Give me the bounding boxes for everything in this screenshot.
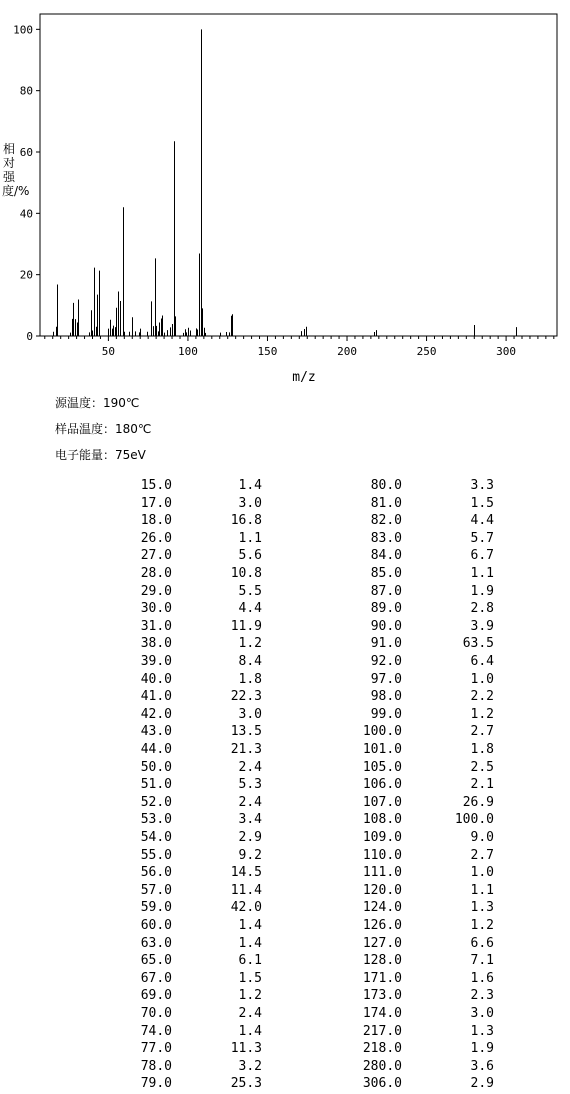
mz-cell: 101.0 — [362, 742, 402, 757]
mz-cell: 92.0 — [370, 654, 402, 669]
table-row — [0, 883, 570, 901]
table-row — [0, 936, 570, 954]
mz-cell: 65.0 — [140, 953, 172, 969]
table-row — [0, 848, 570, 866]
table-row — [0, 971, 570, 989]
condition-value: 190℃ — [103, 396, 140, 410]
mz-cell: 40.0 — [140, 671, 172, 687]
intensity-cell: 2.7 — [470, 847, 494, 863]
table-row — [0, 742, 570, 760]
mz-cell: 126.0 — [362, 918, 402, 933]
table-row — [0, 672, 570, 690]
plot-border — [40, 14, 557, 336]
intensity-cell: 1.3 — [470, 900, 494, 916]
table-row — [0, 496, 570, 514]
mz-cell: 77.0 — [140, 1041, 172, 1057]
mz-cell: 56.0 — [140, 865, 172, 881]
table-row — [0, 760, 570, 778]
intensity-cell: 9.2 — [238, 847, 262, 863]
intensity-cell: 1.8 — [238, 671, 262, 687]
y-tick-label: 0 — [26, 330, 33, 343]
table-row — [0, 601, 570, 619]
intensity-cell: 1.1 — [470, 882, 494, 898]
mz-cell: 217.0 — [362, 1023, 402, 1039]
intensity-cell: 1.5 — [238, 970, 262, 986]
spectrum-peaks — [54, 29, 517, 336]
mz-cell: 105.0 — [362, 759, 402, 775]
mz-cell: 52.0 — [140, 794, 172, 810]
mz-cell: 17.0 — [140, 495, 172, 511]
mz-cell: 218.0 — [362, 1041, 402, 1057]
mz-cell: 109.0 — [362, 830, 402, 845]
mz-cell: 280.0 — [362, 1058, 402, 1074]
condition-label: 样品温度： — [55, 422, 116, 436]
intensity-cell: 2.3 — [470, 988, 494, 1004]
mz-cell: 110.0 — [362, 847, 402, 863]
y-tick-label: 40 — [19, 207, 33, 221]
intensity-cell: 3.0 — [470, 1006, 494, 1021]
mz-cell: 55.0 — [140, 847, 172, 863]
mz-cell: 174.0 — [362, 1006, 402, 1021]
intensity-cell: 4.4 — [470, 513, 494, 529]
mz-cell: 85.0 — [370, 566, 402, 581]
mz-cell: 70.0 — [140, 1006, 172, 1021]
table-row — [0, 1076, 570, 1094]
mz-cell: 106.0 — [362, 777, 402, 793]
intensity-cell: 1.9 — [470, 583, 494, 599]
x-tick-label: 300 — [496, 345, 517, 358]
intensity-cell: 1.8 — [470, 742, 494, 757]
plot-frame — [40, 14, 557, 336]
table-row — [0, 619, 570, 637]
y-tick-label: 80 — [19, 84, 33, 98]
mz-cell: 42.0 — [140, 706, 172, 722]
intensity-cell: 8.4 — [238, 654, 262, 669]
condition-row — [55, 396, 139, 410]
mz-cell: 30.0 — [140, 601, 172, 617]
mz-cell: 53.0 — [140, 812, 172, 828]
intensity-cell: 3.2 — [238, 1058, 262, 1074]
intensity-cell: 6.4 — [470, 654, 494, 669]
intensity-cell: 1.9 — [470, 1041, 494, 1057]
intensity-cell: 1.2 — [470, 918, 494, 933]
mz-cell: 111.0 — [362, 865, 402, 881]
intensity-cell: 1.4 — [238, 918, 262, 933]
intensity-cell: 16.8 — [230, 513, 262, 529]
mz-cell: 98.0 — [370, 689, 402, 705]
intensity-cell: 2.4 — [238, 794, 262, 810]
intensity-cell: 1.0 — [470, 865, 494, 881]
mz-cell: 60.0 — [140, 918, 172, 933]
intensity-cell: 6.7 — [470, 548, 494, 564]
intensity-cell: 3.3 — [470, 478, 494, 493]
mz-cell: 80.0 — [370, 478, 402, 493]
intensity-cell: 1.4 — [238, 478, 262, 493]
y-axis-label: 相对强度/% — [2, 142, 30, 198]
mz-cell: 90.0 — [370, 618, 402, 634]
table-row — [0, 812, 570, 830]
mz-cell: 173.0 — [362, 988, 402, 1004]
table-row — [0, 1024, 570, 1042]
intensity-cell: 11.3 — [230, 1041, 262, 1057]
mz-cell: 39.0 — [140, 654, 172, 669]
mz-cell: 38.0 — [140, 636, 172, 652]
condition-value: 75eV — [115, 448, 146, 462]
mz-cell: 87.0 — [370, 583, 402, 599]
condition-value: 180℃ — [115, 422, 152, 436]
mz-cell: 128.0 — [362, 953, 402, 969]
intensity-cell: 21.3 — [230, 742, 262, 757]
intensity-cell: 3.0 — [238, 706, 262, 722]
mz-cell: 59.0 — [140, 900, 172, 916]
mz-cell: 83.0 — [370, 530, 402, 546]
table-row — [0, 865, 570, 883]
y-tick-label: 60 — [19, 146, 33, 159]
intensity-cell: 2.9 — [238, 830, 262, 845]
mz-cell: 82.0 — [370, 513, 402, 529]
table-row — [0, 548, 570, 566]
intensity-cell: 2.2 — [470, 689, 494, 705]
mz-cell: 28.0 — [140, 566, 172, 581]
mz-cell: 69.0 — [140, 988, 172, 1004]
table-row — [0, 953, 570, 971]
intensity-cell: 1.2 — [238, 988, 262, 1004]
x-axis-ticks — [102, 336, 516, 358]
intensity-cell: 2.4 — [238, 1006, 262, 1021]
mz-cell: 78.0 — [140, 1058, 172, 1074]
intensity-cell: 42.0 — [230, 900, 262, 916]
intensity-cell: 2.5 — [470, 759, 494, 775]
table-row — [0, 1041, 570, 1059]
mz-cell: 99.0 — [370, 706, 402, 722]
table-row — [0, 513, 570, 531]
mz-cell: 91.0 — [370, 636, 402, 652]
mz-cell: 29.0 — [140, 583, 172, 599]
mz-cell: 18.0 — [140, 513, 172, 529]
mz-cell: 63.0 — [140, 935, 172, 951]
table-row — [0, 478, 570, 496]
table-row — [0, 795, 570, 813]
intensity-cell: 10.8 — [230, 566, 262, 581]
table-row — [0, 777, 570, 795]
intensity-cell: 6.1 — [238, 953, 262, 969]
mz-cell: 57.0 — [140, 882, 172, 898]
table-row — [0, 1006, 570, 1024]
table-row — [0, 900, 570, 918]
intensity-cell: 6.6 — [470, 935, 494, 951]
intensity-cell: 1.2 — [470, 706, 494, 722]
mz-cell: 127.0 — [362, 935, 402, 951]
mz-cell: 54.0 — [140, 830, 172, 845]
intensity-cell: 2.8 — [470, 601, 494, 617]
intensity-cell: 5.6 — [238, 548, 262, 564]
condition-row — [55, 448, 146, 462]
intensity-cell: 14.5 — [230, 865, 262, 881]
x-tick-label: 100 — [178, 345, 198, 358]
mz-cell: 67.0 — [140, 970, 172, 986]
intensity-cell: 2.9 — [470, 1076, 494, 1092]
intensity-cell: 1.4 — [238, 935, 262, 951]
table-row — [0, 918, 570, 936]
intensity-cell: 1.4 — [238, 1023, 262, 1039]
table-row — [0, 531, 570, 549]
mz-cell: 89.0 — [370, 601, 402, 617]
intensity-cell: 1.1 — [238, 530, 262, 546]
intensity-cell: 9.0 — [470, 830, 494, 845]
mz-cell: 50.0 — [140, 759, 172, 775]
mz-cell: 108.0 — [362, 812, 402, 828]
table-row — [0, 988, 570, 1006]
table-row — [0, 584, 570, 602]
y-tick-label: 20 — [19, 268, 33, 282]
intensity-cell: 3.9 — [470, 618, 494, 634]
mz-cell: 97.0 — [370, 671, 402, 687]
intensity-cell: 1.3 — [470, 1023, 494, 1039]
intensity-cell: 5.3 — [238, 777, 262, 793]
mz-cell: 43.0 — [140, 724, 172, 740]
x-tick-label: 200 — [337, 345, 357, 358]
x-tick-label: 250 — [416, 345, 437, 358]
intensity-cell: 11.9 — [230, 618, 262, 634]
mass-spectrum-chart — [0, 0, 570, 385]
intensity-cell: 5.5 — [238, 583, 262, 599]
mz-cell: 51.0 — [140, 777, 172, 793]
table-row — [0, 707, 570, 725]
intensity-cell: 2.1 — [470, 777, 494, 793]
table-row — [0, 566, 570, 584]
mz-cell: 81.0 — [370, 495, 402, 511]
x-tick-label: 50 — [101, 345, 116, 358]
intensity-cell: 1.5 — [470, 495, 494, 511]
condition-label: 源温度： — [55, 396, 104, 410]
intensity-cell: 25.3 — [230, 1076, 262, 1092]
mz-cell: 120.0 — [362, 882, 402, 898]
intensity-cell: 1.0 — [470, 671, 494, 687]
table-row — [0, 830, 570, 848]
intensity-cell: 26.9 — [462, 794, 494, 810]
mz-cell: 306.0 — [362, 1076, 402, 1092]
condition-label: 电子能量： — [55, 448, 116, 462]
intensity-cell: 2.4 — [238, 759, 262, 775]
mz-cell: 124.0 — [362, 900, 402, 916]
intensity-cell: 1.6 — [470, 970, 494, 986]
table-row — [0, 654, 570, 672]
mz-cell: 15.0 — [140, 478, 172, 493]
intensity-cell: 13.5 — [230, 724, 262, 740]
intensity-cell: 4.4 — [238, 601, 262, 617]
mz-cell: 84.0 — [370, 548, 402, 564]
mz-cell: 26.0 — [140, 530, 172, 546]
y-tick-label: 100 — [13, 23, 33, 37]
intensity-cell: 11.4 — [230, 882, 262, 898]
x-axis-label: m/z — [292, 370, 316, 385]
intensity-cell: 1.2 — [238, 636, 262, 652]
intensity-cell: 5.7 — [470, 530, 494, 546]
mz-cell: 107.0 — [362, 794, 402, 810]
intensity-cell: 100.0 — [454, 812, 494, 828]
intensity-cell: 7.1 — [470, 953, 494, 969]
mz-cell: 100.0 — [362, 724, 402, 740]
intensity-cell: 2.7 — [470, 724, 494, 740]
intensity-cell: 3.4 — [238, 812, 262, 828]
x-tick-label: 150 — [257, 345, 278, 358]
intensity-cell: 22.3 — [230, 689, 262, 705]
condition-row — [55, 422, 151, 436]
mz-cell: 41.0 — [140, 689, 172, 705]
table-row — [0, 689, 570, 707]
table-row — [0, 724, 570, 742]
mz-cell: 31.0 — [140, 618, 172, 634]
intensity-cell: 63.5 — [462, 636, 494, 652]
mz-cell: 27.0 — [140, 548, 172, 564]
intensity-cell: 3.6 — [470, 1058, 494, 1074]
table-row — [0, 636, 570, 654]
table-row — [0, 1059, 570, 1077]
mz-cell: 44.0 — [140, 742, 172, 757]
mz-cell: 171.0 — [362, 970, 402, 986]
mz-cell: 74.0 — [140, 1023, 172, 1039]
intensity-cell: 3.0 — [238, 495, 262, 511]
mz-cell: 79.0 — [140, 1076, 172, 1092]
intensity-cell: 1.1 — [470, 566, 494, 581]
